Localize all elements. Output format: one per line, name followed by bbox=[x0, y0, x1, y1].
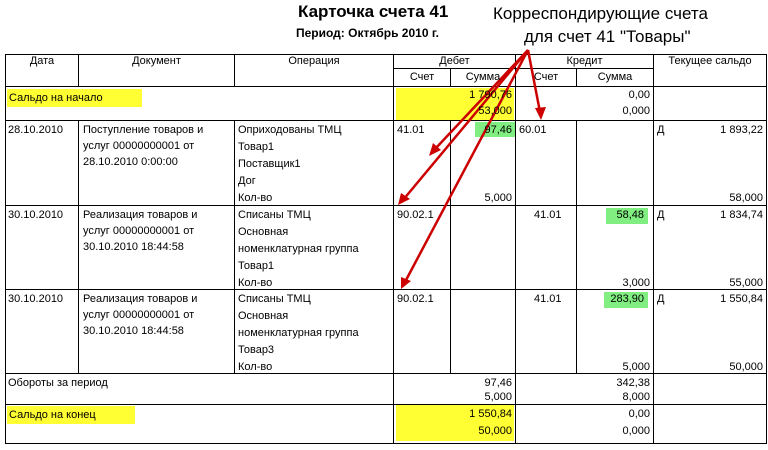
row2-doc-line1: Реализация товаров и bbox=[83, 209, 198, 221]
row1-op-line3: Поставщик1 bbox=[238, 158, 301, 170]
header-credit-account: Счет bbox=[533, 71, 559, 83]
row2-debit-account: 90.02.1 bbox=[397, 209, 434, 221]
annotation-line-1: Корреспондирующие счета bbox=[493, 4, 708, 23]
row2-op-line4: Товар1 bbox=[238, 260, 275, 272]
row2-credit-account: 41.01 bbox=[534, 209, 562, 221]
header-balance: Текущее сальдо bbox=[668, 55, 752, 67]
row3-op-line1: Списаны ТМЦ bbox=[238, 293, 311, 305]
row2-date: 30.10.2010 bbox=[8, 209, 64, 221]
header-operation: Операция bbox=[288, 55, 340, 67]
opening-credit-qty: 0,000 bbox=[622, 105, 650, 117]
row1-balance-sum: 1 893,22 bbox=[720, 124, 763, 136]
turnover-credit-sum: 342,38 bbox=[616, 377, 650, 389]
row3-op-line2: Основная bbox=[238, 310, 289, 322]
row2-op-line2: Основная bbox=[238, 226, 289, 238]
row3-balance-qty: 50,000 bbox=[729, 361, 763, 373]
header-debit-sum: Сумма bbox=[465, 71, 501, 83]
row2-credit-sum: 58,48 bbox=[616, 209, 644, 221]
row2-doc-line3: 30.10.2010 18:44:58 bbox=[83, 241, 184, 253]
row3-doc-line1: Реализация товаров и bbox=[83, 293, 198, 305]
row1-balance-side: Д bbox=[657, 124, 665, 136]
closing-label: Сальдо на конец bbox=[9, 409, 96, 421]
closing-debit-qty: 50,000 bbox=[478, 425, 512, 437]
row3-credit-qty: 5,000 bbox=[622, 361, 650, 373]
header-debit-account: Счет bbox=[409, 71, 435, 83]
row3-op-line3: номенклатурная группа bbox=[238, 327, 359, 339]
header-date: Дата bbox=[29, 55, 55, 67]
closing-credit-sum: 0,00 bbox=[628, 408, 650, 420]
header-document: Документ bbox=[132, 55, 181, 67]
row1-op-line4: Дог bbox=[238, 175, 256, 187]
row3-op-line4: Товар3 bbox=[238, 344, 275, 356]
row1-op-line5: Кол-во bbox=[238, 192, 273, 204]
annotation-arrows bbox=[403, 50, 540, 282]
row3-doc-line2: услуг 00000000001 от bbox=[83, 309, 195, 321]
row2-op-line3: номенклатурная группа bbox=[238, 243, 359, 255]
opening-debit-qty: 53,000 bbox=[478, 105, 512, 117]
closing-credit-qty: 0,000 bbox=[622, 425, 650, 437]
row2-doc-line2: услуг 00000000001 от bbox=[83, 225, 195, 237]
opening-debit-sum: 1 790,76 bbox=[469, 89, 512, 101]
row1-debit-account: 41.01 bbox=[397, 124, 425, 136]
row3-balance-side: Д bbox=[657, 293, 665, 305]
row1-op-line1: Оприходованы ТМЦ bbox=[238, 124, 342, 136]
row3-op-line5: Кол-во bbox=[238, 361, 273, 373]
row1-date: 28.10.2010 bbox=[8, 124, 64, 136]
row1-balance-qty: 58,000 bbox=[729, 192, 763, 204]
report-title: Карточка счета 41 bbox=[298, 2, 449, 21]
row1-doc-line3: 28.10.2010 0:00:00 bbox=[83, 156, 178, 168]
turnover-debit-sum: 97,46 bbox=[484, 377, 512, 389]
row2-op-line1: Списаны ТМЦ bbox=[238, 209, 311, 221]
row3-doc-line3: 30.10.2010 18:44:58 bbox=[83, 325, 184, 337]
row1-doc-line2: услуг 00000000001 от bbox=[83, 140, 195, 152]
row2-balance-qty: 55,000 bbox=[729, 277, 763, 289]
turnover-debit-qty: 5,000 bbox=[484, 391, 512, 403]
header-debit: Дебет bbox=[439, 55, 470, 67]
closing-debit-sum: 1 550,84 bbox=[469, 408, 512, 420]
row3-credit-sum: 283,90 bbox=[610, 293, 644, 305]
opening-credit-sum: 0,00 bbox=[628, 89, 650, 101]
row1-op-line2: Товар1 bbox=[238, 141, 275, 153]
row3-credit-account: 41.01 bbox=[534, 293, 562, 305]
turnover-credit-qty: 8,000 bbox=[622, 391, 650, 403]
row2-credit-qty: 3,000 bbox=[622, 277, 650, 289]
row2-op-line5: Кол-во bbox=[238, 277, 273, 289]
row1-doc-line1: Поступление товаров и bbox=[83, 124, 204, 136]
report-period: Период: Октябрь 2010 г. bbox=[296, 26, 439, 40]
row3-balance-sum: 1 550,84 bbox=[720, 293, 763, 305]
annotation-line-2: для счет 41 "Товары" bbox=[524, 27, 691, 46]
row2-balance-sum: 1 834,74 bbox=[720, 209, 763, 221]
row1-credit-account: 60.01 bbox=[519, 124, 547, 136]
header-credit: Кредит bbox=[566, 55, 603, 67]
row3-debit-account: 90.02.1 bbox=[397, 293, 434, 305]
row1-debit-qty: 5,000 bbox=[484, 192, 512, 204]
row1-debit-sum: 97,46 bbox=[484, 124, 512, 136]
opening-label: Сальдо на начало bbox=[9, 92, 103, 104]
header-credit-sum: Сумма bbox=[597, 71, 633, 83]
row2-balance-side: Д bbox=[657, 209, 665, 221]
row3-date: 30.10.2010 bbox=[8, 293, 64, 305]
turnover-label: Обороты за период bbox=[8, 377, 108, 389]
